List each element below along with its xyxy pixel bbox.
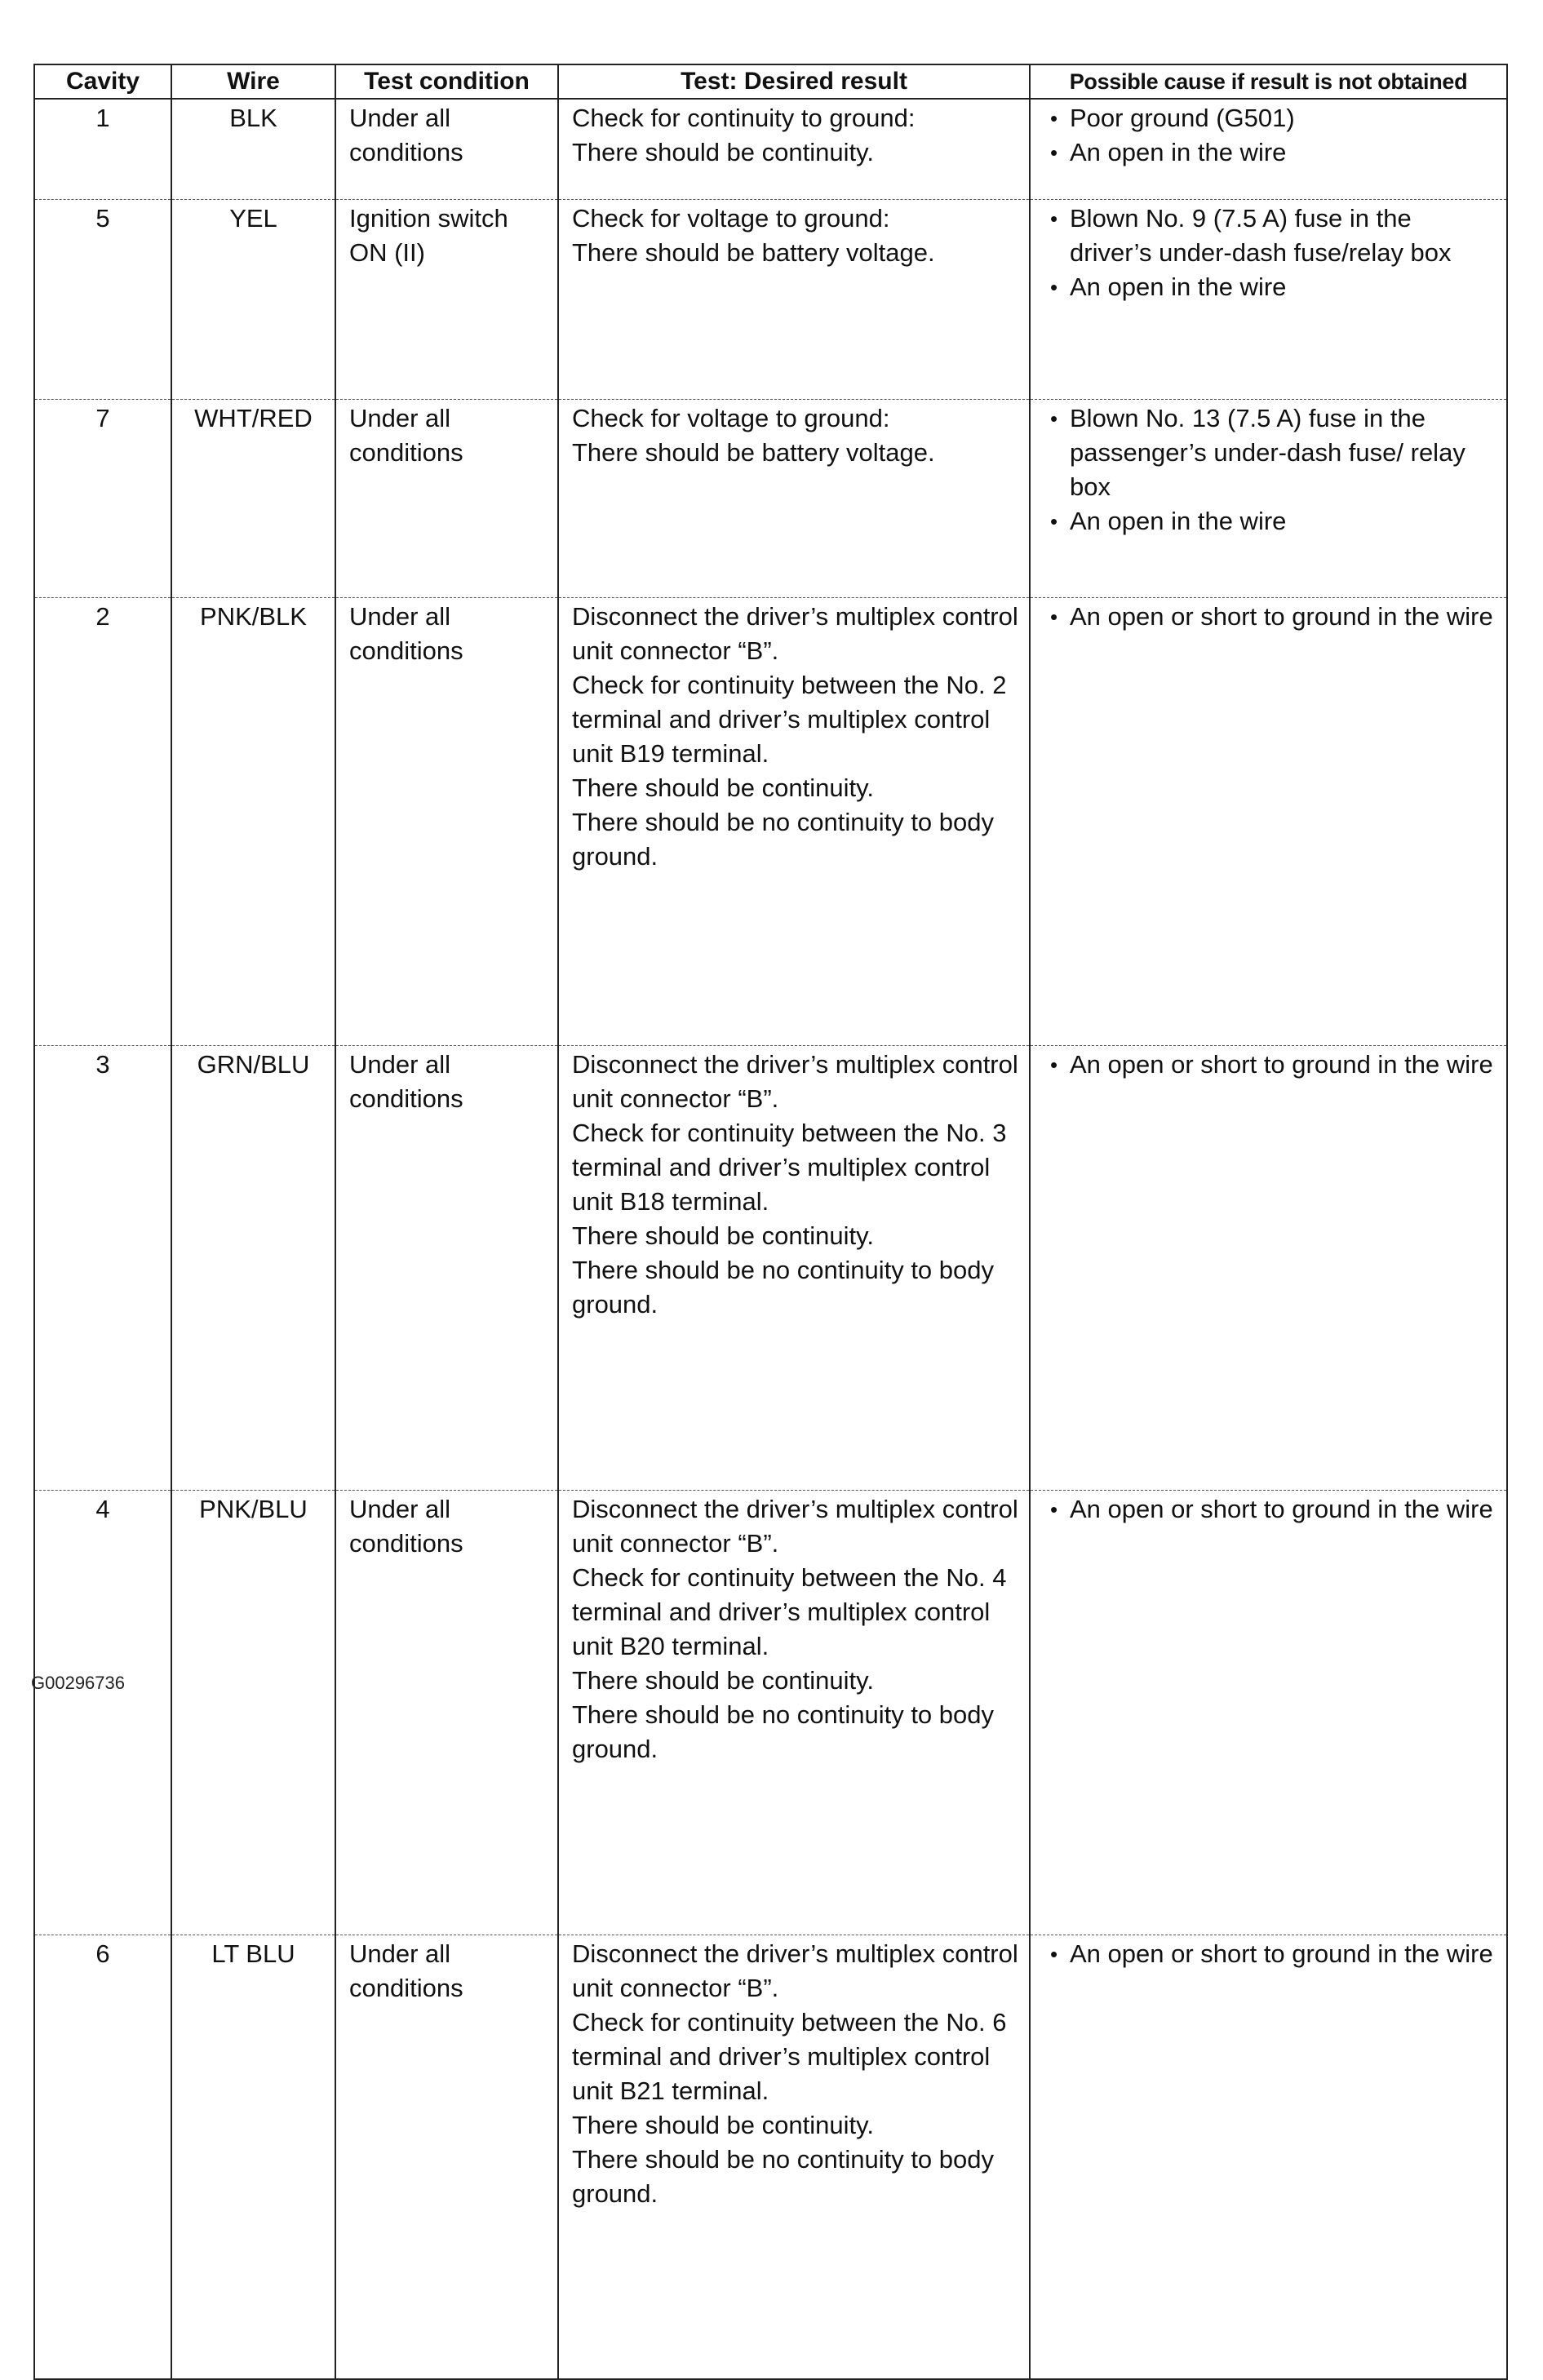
table-header-row [34, 64, 1507, 99]
header-test-condition: Test condition [335, 64, 558, 99]
wire-cell: WHT/RED [171, 399, 335, 597]
table-body [34, 99, 1507, 2379]
desired-result-line: There should be continuity. [572, 2110, 874, 2139]
test-condition-cell [335, 399, 558, 597]
desired-result-line: Disconnect the driver’s multiplex control unit connector “B”. [572, 601, 1018, 665]
desired-result-line: There should be continuity. [572, 1221, 874, 1250]
cause-item: • An open in the wire [1044, 135, 1496, 170]
cavity-cell: 4 [34, 1490, 171, 1935]
cause-list [1044, 1937, 1496, 1971]
desired-result-line: Check for continuity between the No. 3 terminal and driver’s multiplex control unit B18 terminal. [572, 1118, 1007, 1216]
cavity-cell: 2 [34, 597, 171, 1045]
desired-result-line: Disconnect the driver’s multiplex control unit connector “B”. [572, 1939, 1018, 2002]
wire-cell: YEL [171, 199, 335, 399]
desired-result-line: There should be continuity. [572, 138, 874, 166]
possible-cause-cell [1030, 199, 1507, 399]
desired-result-line: There should be battery voltage. [572, 237, 935, 267]
possible-cause-cell [1030, 1935, 1507, 2379]
figure-code: G00296736 [31, 1673, 125, 1693]
diagnostic-sheet [33, 64, 1506, 2380]
table-row [34, 199, 1507, 399]
header-possible-cause: Possible cause if result is not obtained [1030, 64, 1507, 99]
test-condition-line: Under all [349, 1939, 451, 1968]
desired-result-cell [558, 1935, 1030, 2379]
header-desired-result: Test: Desired result [558, 64, 1030, 99]
cause-list [1044, 1048, 1496, 1082]
wire-cell: BLK [171, 99, 335, 199]
desired-result-line: There should be no continuity to body ground. [572, 807, 995, 871]
desired-result-cell [558, 597, 1030, 1045]
desired-result-line: Check for continuity between the No. 2 terminal and driver’s multiplex control unit B19 terminal. [572, 670, 1007, 768]
table-row [34, 1935, 1507, 2379]
cause-item: • Blown No. 9 (7.5 A) fuse in the driver’s under-dash fuse/relay box [1044, 202, 1496, 270]
possible-cause-cell [1030, 99, 1507, 199]
cavity-cell: 1 [34, 99, 171, 199]
header-cavity: Cavity [34, 64, 171, 99]
cause-list [1044, 202, 1496, 304]
test-condition-line: conditions [349, 1528, 463, 1558]
desired-result-line: There should be continuity. [572, 773, 874, 802]
test-condition-line: conditions [349, 1973, 463, 2002]
cause-list [1044, 401, 1496, 538]
desired-result-line: There should be no continuity to body ground. [572, 1700, 995, 1763]
table-row [34, 399, 1507, 597]
test-condition-line: Under all [349, 104, 451, 132]
desired-result-cell [558, 99, 1030, 199]
cause-list [1044, 1492, 1496, 1527]
cavity-cell: 3 [34, 1045, 171, 1490]
desired-result-line: Disconnect the driver’s multiplex control unit connector “B”. [572, 1494, 1018, 1558]
cause-item: • An open or short to ground in the wire [1044, 600, 1496, 634]
table-row [34, 1490, 1507, 1935]
cause-list [1044, 600, 1496, 634]
table-row [34, 99, 1507, 199]
desired-result-line: Disconnect the driver’s multiplex control unit connector “B”. [572, 1049, 1018, 1113]
desired-result-line: Check for voltage to ground: [572, 403, 890, 432]
cavity-cell: 7 [34, 399, 171, 597]
test-condition-line: conditions [349, 636, 463, 665]
cause-item: • Blown No. 13 (7.5 A) fuse in the passenger’s under-dash fuse/ relay box [1044, 401, 1496, 504]
test-condition-line: conditions [349, 1084, 463, 1113]
desired-result-line: There should be no continuity to body ground. [572, 2144, 995, 2208]
possible-cause-cell [1030, 399, 1507, 597]
desired-result-line: Check for continuity to ground: [572, 104, 916, 132]
test-condition-line: Under all [349, 1049, 451, 1079]
desired-result-cell [558, 1490, 1030, 1935]
possible-cause-cell [1030, 597, 1507, 1045]
cause-item: • An open in the wire [1044, 270, 1496, 304]
connector-test-table [33, 64, 1508, 2380]
test-condition-cell [335, 1490, 558, 1935]
test-condition-cell [335, 1045, 558, 1490]
possible-cause-cell [1030, 1490, 1507, 1935]
cause-item: • Poor ground (G501) [1044, 101, 1496, 135]
test-condition-line: Under all [349, 601, 451, 631]
cavity-cell: 5 [34, 199, 171, 399]
cause-item: • An open or short to ground in the wire [1044, 1937, 1496, 1971]
wire-cell: PNK/BLU [171, 1490, 335, 1935]
cavity-cell: 6 [34, 1935, 171, 2379]
test-condition-cell [335, 199, 558, 399]
test-condition-line: Ignition switch [349, 203, 508, 233]
desired-result-line: Check for voltage to ground: [572, 203, 890, 233]
cause-item: • An open in the wire [1044, 504, 1496, 538]
desired-result-line: There should be battery voltage. [572, 437, 935, 467]
test-condition-line: Under all [349, 403, 451, 432]
cause-item: • An open or short to ground in the wire [1044, 1048, 1496, 1082]
test-condition-line: Under all [349, 1494, 451, 1523]
desired-result-cell [558, 1045, 1030, 1490]
test-condition-cell [335, 1935, 558, 2379]
possible-cause-cell [1030, 1045, 1507, 1490]
desired-result-line: Check for continuity between the No. 4 terminal and driver’s multiplex control unit B20 terminal. [572, 1562, 1007, 1660]
test-condition-line: conditions [349, 138, 463, 166]
wire-cell: LT BLU [171, 1935, 335, 2379]
table-row [34, 1045, 1507, 1490]
test-condition-line: ON (II) [349, 237, 425, 267]
cause-list [1044, 101, 1496, 170]
cause-item: • An open or short to ground in the wire [1044, 1492, 1496, 1527]
desired-result-line: There should be continuity. [572, 1665, 874, 1695]
desired-result-cell [558, 199, 1030, 399]
test-condition-cell [335, 597, 558, 1045]
header-wire: Wire [171, 64, 335, 99]
wire-cell: PNK/BLK [171, 597, 335, 1045]
desired-result-line: Check for continuity between the No. 6 terminal and driver’s multiplex control unit B21 terminal. [572, 2007, 1007, 2105]
desired-result-cell [558, 399, 1030, 597]
test-condition-cell [335, 99, 558, 199]
desired-result-line: There should be no continuity to body ground. [572, 1255, 995, 1319]
wire-cell: GRN/BLU [171, 1045, 335, 1490]
table-row [34, 597, 1507, 1045]
test-condition-line: conditions [349, 437, 463, 467]
